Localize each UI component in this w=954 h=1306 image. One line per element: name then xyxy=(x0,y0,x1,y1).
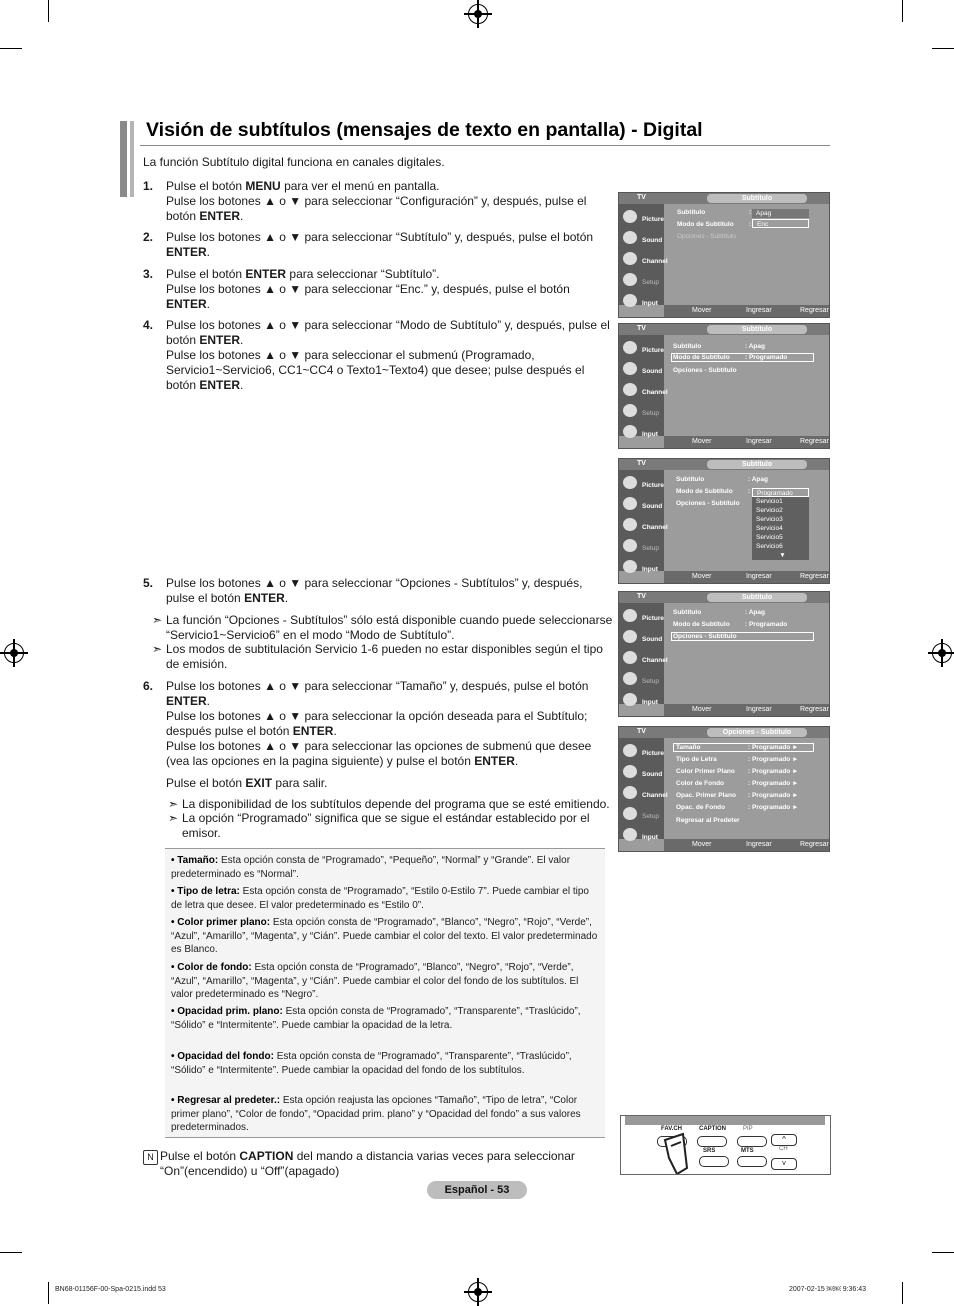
registration-mark-icon xyxy=(932,643,952,663)
note-arrow-icon: ➣ xyxy=(152,642,163,656)
step-number: 5. xyxy=(143,576,154,590)
sound-icon xyxy=(623,765,637,778)
registration-mark-icon xyxy=(468,4,488,24)
intro-text: La función Subtítulo digital funciona en canales digitales. xyxy=(143,155,445,169)
channel-icon xyxy=(623,252,637,265)
picture-icon xyxy=(623,609,637,622)
channel-icon xyxy=(623,786,637,799)
crop-mark xyxy=(48,1282,49,1304)
note: ➣ La disponibilidad de los subtítulos depende del programa que se esté emitiendo. xyxy=(168,797,610,811)
chevron-down-icon: v xyxy=(771,1158,797,1170)
scroll-down-icon: ▼ xyxy=(752,551,809,560)
step-3: 3. Pulse el botón ENTER para seleccionar “Subtítulo”. Pulse los botones ▲ o ▼ para seleccionar “Enc.” y, después, pulse el botón ENTER. xyxy=(143,267,570,311)
sound-icon xyxy=(623,497,637,510)
tv-screen-2: TV Subtítulo Picture Sound Channel Setup Input Subtítulo : Apag Modo de Subtítulo : Programado Opciones - Subtítulo Mover Ingresar Regresar xyxy=(618,323,830,449)
table-row: • Opacidad del fondo: Esta opción consta de “Programado”, “Transparente”, “Traslúcido”, “Sólido” e “Intermitente”. Puede cambiar la opacidad del fondo de los subtítulos. xyxy=(171,1051,572,1076)
input-icon xyxy=(623,560,637,573)
step-number: 1. xyxy=(143,179,154,193)
channel-icon xyxy=(623,383,637,396)
setup-icon xyxy=(623,672,637,685)
picture-icon xyxy=(623,476,637,489)
note-icon: N xyxy=(143,1150,158,1165)
channel-icon xyxy=(623,518,637,531)
crop-mark xyxy=(932,1252,954,1253)
caption-note: Pulse el botón CAPTION del mando a distancia varias veces para seleccionar “On”(encendido) u “Off”(apagado) xyxy=(160,1149,575,1178)
step-2: 2. Pulse los botones ▲ o ▼ para seleccionar “Subtítulo” y, después, pulse el botón ENTER. xyxy=(143,230,594,259)
table-row: • Regresar al predeter.: Esta opción reajusta las opciones “Tamaño”, “Tipo de letra”, “Color primer plano”, “Color de fondo”, “Opacidad prim. plano” y “Opacidad del fondo” a sus valores predeterminados. xyxy=(171,1095,581,1133)
page-number-badge: Español - 53 xyxy=(427,1181,527,1199)
title-accent-bar xyxy=(130,121,134,197)
file-name: BN68-01156F-00-Spa-0215.indd 53 xyxy=(55,1286,166,1293)
tv-screen-5: TV Opciones - Subtítulo Picture Sound Channel Setup Input Tamaño : Programado ► Tipo de Letra : Programado ► Color Primer Plano : Programado ► Color de Fondo : Programado ► Opac. Primer Plano : Programado ► Opac. de Fondo : Programado ► Regresar al Predeter Mover Ingresar Regresar xyxy=(618,726,830,852)
setup-icon xyxy=(623,273,637,286)
remote-button xyxy=(737,1156,767,1167)
page-title: Visión de subtítulos (mensajes de texto en pantalla) - Digital xyxy=(146,119,703,141)
sound-icon xyxy=(623,630,637,643)
crop-mark xyxy=(0,1252,22,1253)
step-number: 2. xyxy=(143,230,154,244)
note: ➣ La opción “Programado” significa que se sigue el estándar establecido por el emisor. xyxy=(168,811,590,840)
chevron-up-icon: ^ xyxy=(771,1134,797,1146)
note: ➣ La función “Opciones - Subtítulos” sólo está disponible cuando puede seleccionarse “Servicio1~Servicio6” en el modo “Modo de Subtítulo”. xyxy=(152,613,613,642)
picture-icon xyxy=(623,744,637,757)
step-1: 1. Pulse el botón MENU para ver el menú en pantalla. Pulse los botones ▲ o ▼ para seleccionar “Configuración” y, después, pulse el botón ENTER. xyxy=(143,179,587,223)
step-number: 3. xyxy=(143,267,154,281)
remote-button xyxy=(699,1156,729,1167)
title-accent-bar xyxy=(120,121,127,197)
crop-mark xyxy=(48,0,49,22)
note: ➣ Los modos de subtitulación Servicio 1-6 pueden no estar disponibles según el tipo de emisión. xyxy=(152,642,603,671)
table-row: • Color primer plano: Esta opción consta de “Programado”, “Blanco”, “Negro”, “Rojo”, “Verde”, “Azul”, “Amarillo”, “Magenta”, y “Cián”. Puede cambiar el color del texto. El valor predeterminado es Blanco. xyxy=(171,917,598,955)
picture-icon xyxy=(623,210,637,223)
step-number: 4. xyxy=(143,318,154,332)
setup-icon xyxy=(623,404,637,417)
remote-button xyxy=(697,1136,727,1147)
table-row: • Tamaño: Esta opción consta de “Programado”, “Pequeño”, “Normal” y “Grande”. El valor predeterminado es “Normal”. xyxy=(171,855,571,880)
crop-mark xyxy=(0,48,22,49)
step-4: 4. Pulse los botones ▲ o ▼ para seleccionar “Modo de Subtítulo” y, después, pulse el botón ENTER. Pulse los botones ▲ o ▼ para seleccionar el submenú (Programado, Servicio1~Servicio6, CC1~CC4 o Texto1~Texto4) que desee; pulse después el botón ENTER. xyxy=(143,318,610,392)
input-icon xyxy=(623,693,637,706)
crop-mark xyxy=(902,1282,903,1304)
step-6: 6. Pulse los botones ▲ o ▼ para seleccionar “Tamaño” y, después, pulse el botón ENTER. Pulse los botones ▲ o ▼ para seleccionar la opción deseada para el Subtítulo; después pulse el botón ENTER. Pulse los botones ▲ o ▼ para seleccionar las opciones de submenú que desee (vea las opciones en la pagina siguiente) y pulse el botón ENTER. Pulse el botón EXIT para salir. xyxy=(143,679,592,790)
input-icon xyxy=(623,294,637,307)
registration-mark-icon xyxy=(468,1282,488,1302)
sound-icon xyxy=(623,362,637,375)
table-row: • Tipo de letra: Esta opción consta de “Programado”, “Estilo 0-Estilo 7”. Puede cambiar el tipo de letra que desee. El valor predeterminado es “Estilo 0”. xyxy=(171,886,589,911)
file-timestamp: 2007-02-15 ￼￼ 9:36:43 xyxy=(789,1286,867,1293)
table-row: • Color de fondo: Esta opción consta de “Programado”, “Blanco”, “Negro”, “Rojo”, “Verde”, “Azul”, “Amarillo”, “Magenta”, y “Cián”. Puede cambiar el color del fondo de los subtítulos. El valor predeterminado es “Negro”. xyxy=(171,962,579,1000)
note-arrow-icon: ➣ xyxy=(168,797,179,811)
title-rule xyxy=(140,145,830,146)
tv-screen-3: TV Subtítulo Picture Sound Channel Setup Input Subtítulo : Apag Modo de Subtítulo : Opciones - Subtítulo Programado Servicio1 Servicio2 Servicio3 Servicio4 Servicio5 Servicio6 ▼ Mover Ingresar Regresar xyxy=(618,458,830,584)
setup-icon xyxy=(623,807,637,820)
remote-illustration: FAV.CH CAPTION PIP SRS MTS CH ^ v xyxy=(620,1115,831,1175)
note-arrow-icon: ➣ xyxy=(152,613,163,627)
step-number: 6. xyxy=(143,679,154,693)
input-icon xyxy=(623,828,637,841)
tv-screen-1: TV Subtítulo Picture Sound Channel Setup Input Subtítulo : Modo de Subtítulo : Opciones - Subtítulo Apag Enc Mover Ingresar Regresar xyxy=(618,192,830,318)
options-table xyxy=(165,848,605,1138)
remote-button xyxy=(737,1136,767,1147)
sound-icon xyxy=(623,231,637,244)
note-arrow-icon: ➣ xyxy=(168,811,179,825)
input-icon xyxy=(623,425,637,438)
crop-mark xyxy=(932,48,954,49)
step-5: 5. Pulse los botones ▲ o ▼ para seleccionar “Opciones - Subtítulos” y, después, pulse el botón ENTER. xyxy=(143,576,583,605)
pointing-finger-icon xyxy=(661,1128,701,1175)
picture-icon xyxy=(623,341,637,354)
crop-mark xyxy=(902,0,903,22)
table-row: • Opacidad prim. plano: Esta opción consta de “Programado”, “Transparente”, “Traslúcido”, “Sólido” e “Intermitente”. Puede cambiar la opacidad de la letra. xyxy=(171,1006,581,1031)
channel-icon xyxy=(623,651,637,664)
setup-icon xyxy=(623,539,637,552)
registration-mark-icon xyxy=(4,643,24,663)
tv-screen-4: TV Subtítulo Picture Sound Channel Setup Input Subtítulo : Apag Modo de Subtítulo : Programado Opciones - Subtítulo Mover Ingresar Regresar xyxy=(618,591,830,717)
